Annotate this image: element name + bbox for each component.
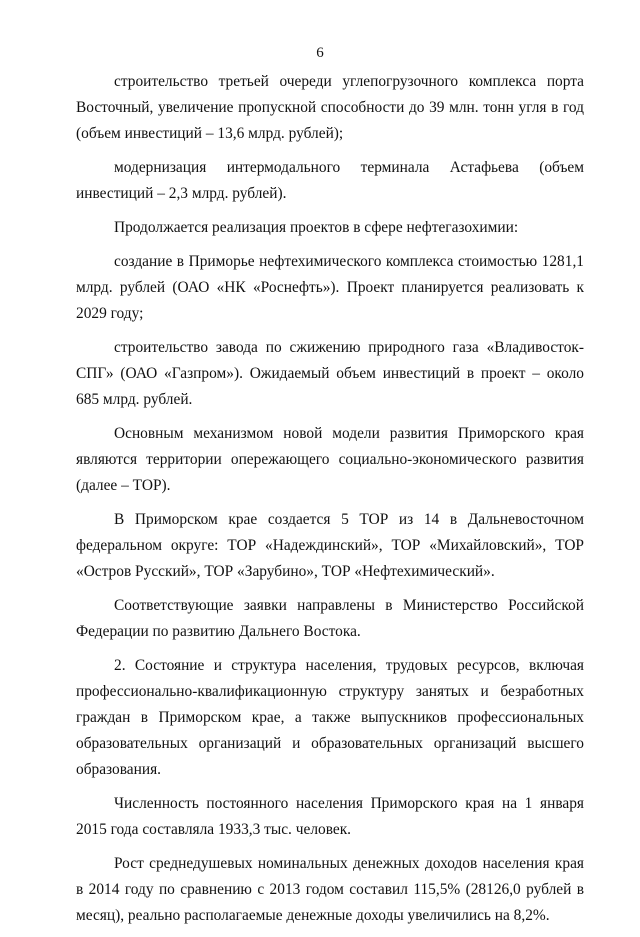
paragraph-section-2-heading: 2. Состояние и структура населения, трудовых ресурсов, включая профессионально-квалификационную структуру занятых и безработных граждан в Приморском крае, а также выпускников профессиональных образовательных организаций и образовательных организаций высшего образования. (76, 657, 584, 778)
paragraph-population: Численность постоянного населения Приморского края на 1 января 2015 года составляла 1933,3 тыс. человек. (76, 795, 584, 838)
paragraph-tor-mechanism: Основным механизмом новой модели развития Приморского края являются территории опережающего социально-экономического развития (далее – ТОР). (76, 425, 584, 494)
paragraph-petrochemical-complex: создание в Приморье нефтехимического комплекса стоимостью 1281,1 млрд. рублей (ОАО «НК «Роснефть»). Проект планируется реализовать к 2029 году; (76, 253, 584, 322)
paragraph-lng-plant: строительство завода по сжижению природного газа «Владивосток-СПГ» (ОАО «Газпром»). Ожидаемый объем инвестиций в проект – около 685 млрд. рублей. (76, 339, 584, 408)
paragraph-applications: Соответствующие заявки направлены в Министерство Российской Федерации по развитию Дальнего Востока. (76, 597, 584, 640)
page-number: 6 (316, 45, 324, 61)
body-text (76, 69, 584, 937)
paragraph-coal-terminal: строительство третьей очереди углепогрузочного комплекса порта Восточный, увеличение пропускной способности до 39 млн. тонн угля в год (объем инвестиций – 13,6 млрд. рублей); (76, 73, 584, 142)
paragraph-intermodal-terminal: модернизация интермодального терминала Астафьева (объем инвестиций – 2,3 млрд. рублей). (76, 159, 584, 202)
paragraph-tor-list: В Приморском крае создается 5 ТОР из 14 в Дальневосточном федеральном округе: ТОР «Надеждинский», ТОР «Михайловский», ТОР «Остров Русский», ТОР «Зарубино», ТОР «Нефтехимический». (76, 511, 584, 580)
paragraph-petrochemistry-intro: Продолжается реализация проектов в сфере нефтегазохимии: (114, 219, 519, 236)
paragraph-income: Рост среднедушевых номинальных денежных доходов населения края в 2014 году по сравнению с 2013 годом составил 115,5% (28126,0 рублей в месяц), реально располагаемые денежные доходы увеличились на 8,2%. (76, 855, 584, 924)
